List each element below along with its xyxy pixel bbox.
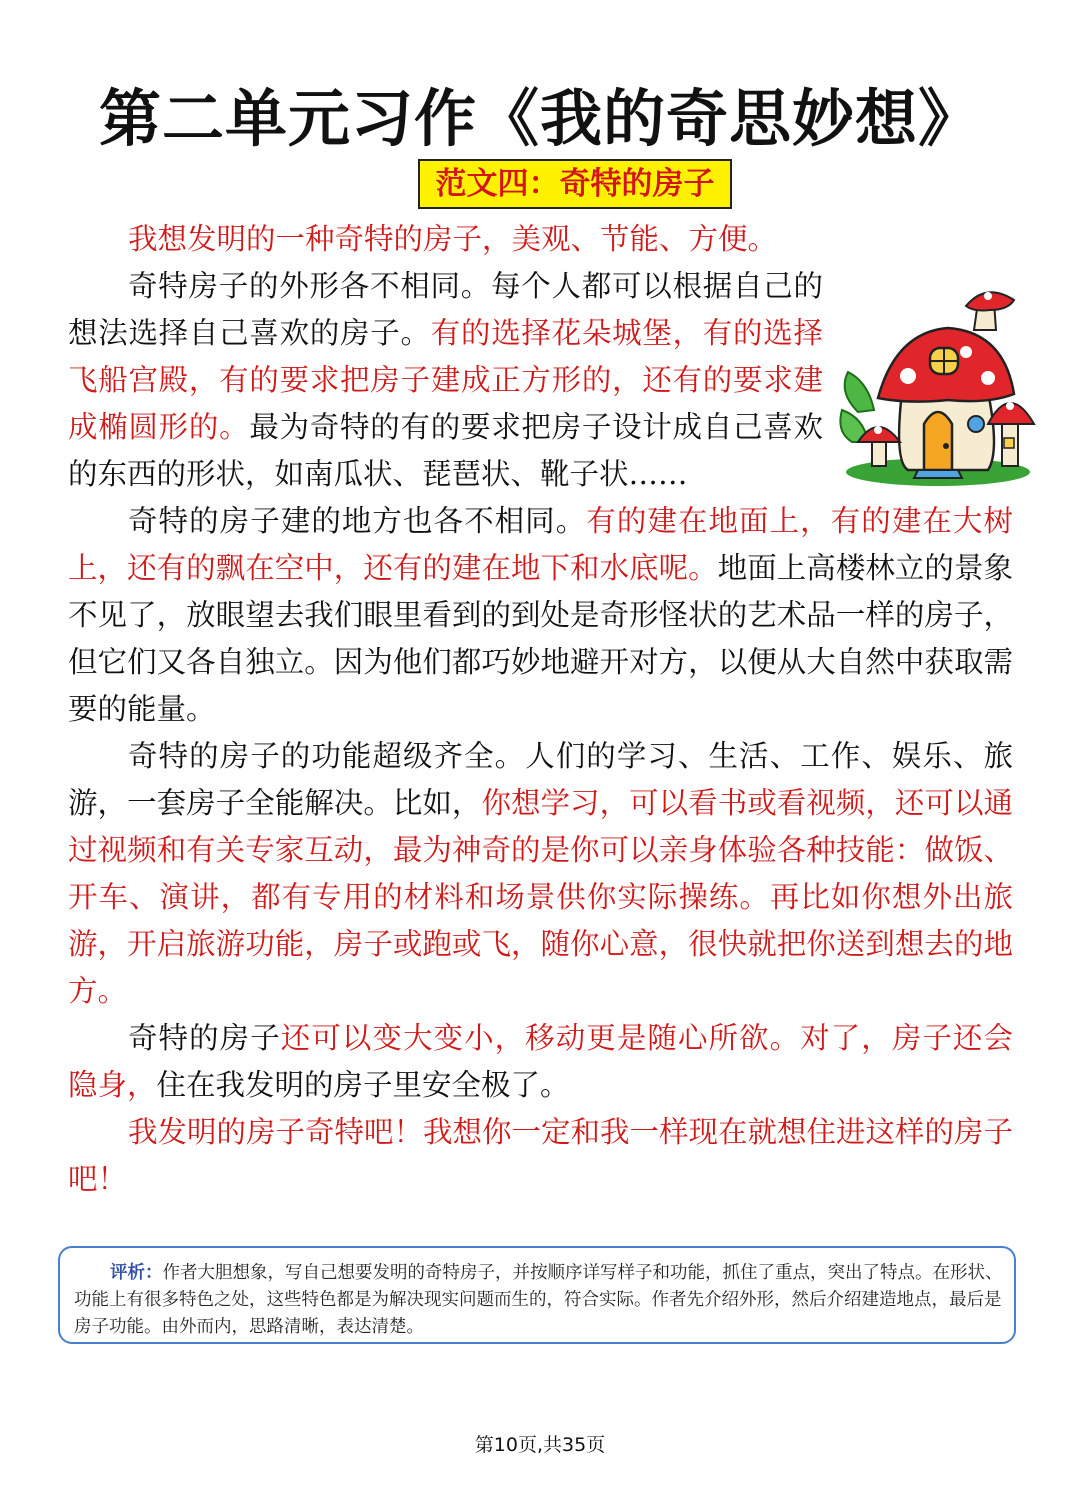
cap-dot-2 [981,371,995,385]
mushroom-house-illustration [838,282,1036,488]
review-text: 作者大胆想象，写自己想要发明的奇特房子，并按顺序详写样子和功能，抓住了重点，突出了特点。在形状、功能上有很多特色之处，这些特色都是为解决现实问题而生的，符合实际。作者先介绍外形，然后介绍建造地点，最后是房子功能。由外而内，思路清晰，表达清楚。 [74,1263,1003,1337]
door-knob [943,443,949,449]
paragraph-shape-text-2: 最为奇特的有的要求把房子设计成 [249,410,703,444]
page-number: 第10页,共35页 [474,1434,606,1456]
paragraph-size [68,1015,1013,1109]
paragraph-function [68,733,1013,1015]
cap-dot-3 [960,346,972,358]
small-mushroom-window [1004,438,1014,448]
top-cap-dot [984,292,992,300]
paragraph-shape-highlight: 有的选择花朵城堡，有的选择飞船宫殿，有的要求把房子建成正方形的，还有的要求建成椭圆形的。 [68,316,823,444]
small-mushroom-dot-left [874,426,882,434]
paragraph-location [68,498,1013,733]
subtitle-banner: 范文四：奇特的房子 [418,159,732,209]
paragraph-size-text-1: 奇特的房子 [128,1021,281,1055]
review-box [58,1246,1016,1344]
side-window [968,416,984,432]
paragraph-function-highlight: 你想学习，可以看书或看视频，还可以通过视频和有关专家互动，最为神奇的是你可以亲身体验各种技能：做饭、开车、演讲，都有专用的材料和场景供你实际操练。再比如你想外出旅游，开启旅游功能，房子或跑或飞，随你心意，很快就把你送到想去的地方。 [68,786,1013,1008]
leaf-left-1 [845,372,874,412]
paragraph-location-text-2: 地面上高楼林立的景象不见了，放眼望去我们眼里看到的到处是奇形怪状的艺术品一样的房子，但它们又各自独立。因为他们都巧妙地避开对方，以便从大自然中获取需要的能量。 [68,551,1013,726]
door-step [914,470,962,478]
page-title: 第二单元习作《我的奇思妙想》 [98,82,981,155]
house-door [924,412,952,470]
paragraph-intro: 我想发明的一种奇特的房子，美观、节能、方便。 [128,222,778,256]
paragraph-size-highlight: 还可以变大变小，移动更是随心所欲。对了，房子还会隐身， [68,1021,1013,1102]
paragraph-location-text-1: 奇特的房子建的地方也各不相同。 [128,504,587,538]
paragraph-location-highlight: 有的建在地面上，有的建在大树上，还有的飘在空中，还有的建在地下和水底呢。 [68,504,1013,585]
paragraph-shape-text-3: 自己喜欢的东西的形状，如南瓜状、琵琶状、靴子状…… [68,410,823,491]
review-label: 评析： [110,1263,163,1283]
cap-dot-1 [900,368,916,384]
paragraph-shape-text-1: 奇特房子的外形各不相同。每个人都可以根据自己的想法选择自己喜欢的房子。 [68,269,823,350]
paragraph-function-text: 奇特的房子的功能超级齐全。人们的学习、生活、工作、娱乐、旅游，一套房子全能解决。比如， [68,739,1013,820]
small-mushroom-dot-right [1006,402,1014,410]
paragraph-conclusion: 我发明的房子奇特吧！我想你一定和我一样现在就想住进这样的房子吧！ [68,1115,1014,1196]
paragraph-shape [68,263,823,498]
paragraph-size-text-2: 住在我发明的房子里安全极了。 [156,1068,570,1102]
